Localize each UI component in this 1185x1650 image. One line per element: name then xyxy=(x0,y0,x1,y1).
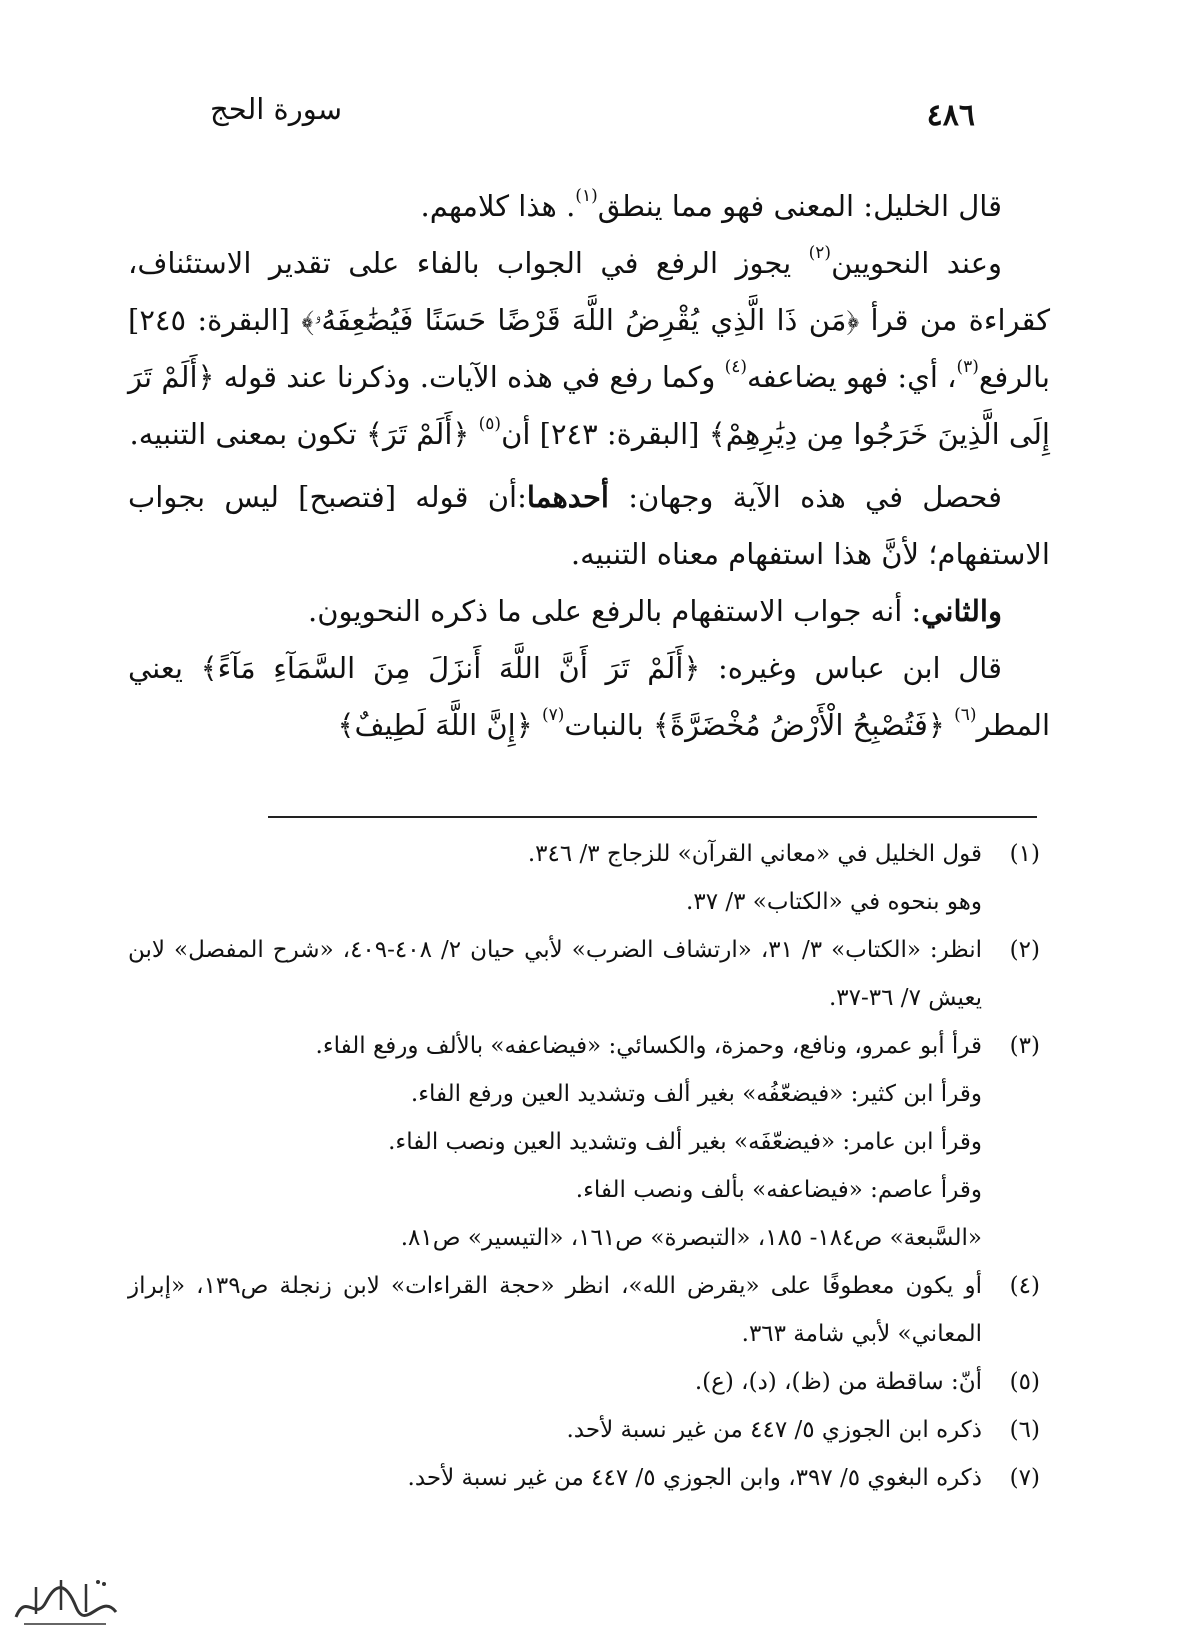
text-span: :أن قوله [فتصبح] ليس بجواب الاستفهام؛ لأنَّ هذا استفهام معناه التنبيه. xyxy=(128,480,1050,571)
quran-verse: ﴿فَتُصْبِحُ الْأَرْضُ مُخْضَرَّةً﴾ xyxy=(652,708,945,742)
text-span xyxy=(945,708,954,742)
footnote-number: (١) xyxy=(1009,841,1040,867)
watermark-logo xyxy=(6,1562,126,1642)
footnotes xyxy=(128,830,1040,1502)
text-span: وعند النحويين xyxy=(831,246,1002,280)
footnote-line: ذكره البغوي ٥/ ٣٩٧، وابن الجوزي ٥/ ٤٤٧ من غير نسبة لأحد. xyxy=(407,1465,982,1491)
footnote-ref: (١) xyxy=(575,186,598,207)
text-span: . هذا كلامهم. xyxy=(420,189,576,223)
footnote-number: (٣) xyxy=(1009,1033,1040,1059)
footnote-line: وهو بنحوه في «الكتاب» ٣/ ٣٧. xyxy=(686,889,982,915)
footnote-ref: (٢) xyxy=(808,243,832,264)
surah-title: سورة الحج xyxy=(210,92,343,126)
footnote-ref: (٦) xyxy=(954,705,977,726)
text-span: ، أي: فهو يضاعفه xyxy=(747,360,957,394)
footnote-line: أو يكون معطوفًا على «يقرض الله»، انظر «حجة القراءات» لابن زنجلة ص١٣٩، «إبراز المعاني» لأبي شامة ٣٦٣. xyxy=(128,1273,982,1347)
quran-verse: ﴿إِنَّ اللَّهَ لَطِيفٌ﴾ xyxy=(337,708,533,742)
paragraph-2 xyxy=(128,235,1050,463)
footnote-ref: (٧) xyxy=(541,705,565,726)
quran-verse: ﴿مَن ذَا الَّذِي يُقْرِضُ اللَّهَ قَرْضًا حَسَنًا فَيُضَٰعِفَهُۥ﴾ xyxy=(301,303,860,337)
quran-verse: ﴿أَلَمْ تَرَ إِلَى الَّذِينَ خَرَجُوا مِن دِيَٰرِهِمْ﴾ xyxy=(128,360,1050,451)
footnote-line: أنّ: ساقطة من (ظ)، (د)، (ع). xyxy=(694,1369,982,1395)
footnote-5 xyxy=(128,1358,1040,1406)
paragraph-3 xyxy=(128,469,1050,583)
footnote-number: (٧) xyxy=(1009,1465,1040,1491)
text-span: قال ابن عباس وغيره: xyxy=(700,651,1003,685)
footnote-line: قرأ أبو عمرو، ونافع، وحمزة، والكسائي: «فيضاعفه» بالألف ورفع الفاء. xyxy=(315,1033,982,1059)
footnote-4 xyxy=(128,1262,1040,1358)
footnote-3 xyxy=(128,1022,1040,1262)
quran-verse: ﴿أَلَمْ تَرَ﴾ xyxy=(365,417,470,451)
text-span: فحصل في هذه الآية وجهان: xyxy=(608,480,1003,514)
footnote-line: انظر: «الكتاب» ٣/ ٣١، «ارتشاف الضرب» لأبي حيان ٢/ ٤٠٨-٤٠٩، «شرح المفصل» لابن يعيش ٧/ ٣٦-٣٧. xyxy=(128,937,983,1011)
footnote-ref: (٣) xyxy=(956,357,979,378)
footnote-number: (٦) xyxy=(1009,1417,1040,1443)
page-number: ٤٨٦ xyxy=(926,98,975,133)
text-span: يجوز الرفع في الجواب بالفاء على تقدير الاستئناف، كقراءة من قرأ xyxy=(128,246,1051,337)
quran-verse: ﴿أَلَمْ تَرَ أَنَّ اللَّهَ أَنزَلَ مِنَ السَّمَآءِ مَآءً﴾ xyxy=(200,651,701,685)
footnote-number: (٥) xyxy=(1009,1369,1040,1395)
footnote-1 xyxy=(128,830,1040,926)
text-span: بالنبات xyxy=(564,708,653,742)
text-span: [البقرة: ٢٤٥] بالرفع xyxy=(128,303,1050,394)
page-header xyxy=(210,88,975,138)
text-span: : أنه جواب الاستفهام بالرفع على ما ذكره النحويون. xyxy=(308,594,922,628)
footnote-line: وقرأ ابن عامر: «فيضعّفَه» بغير ألف وتشديد العين ونصب الفاء. xyxy=(388,1129,982,1155)
text-span xyxy=(469,417,478,451)
text-span: يعني المطر xyxy=(128,651,1050,742)
main-text xyxy=(128,178,1050,754)
footnote-number: (٢) xyxy=(1009,937,1040,963)
footnote-ref: (٤) xyxy=(724,357,748,378)
footnote-line: قول الخليل في «معاني القرآن» للزجاج ٣/ ٣٤٦. xyxy=(527,841,982,867)
footnote-7 xyxy=(128,1454,1040,1502)
text-span: تكون بمعنى التنبيه. xyxy=(129,417,366,451)
bold-term: والثاني xyxy=(921,594,1002,628)
footnote-divider xyxy=(268,816,1037,818)
text-span: وكما رفع في هذه الآيات. وذكرنا عند قوله xyxy=(214,360,725,394)
text-span: قال الخليل: المعنى فهو مما ينطق xyxy=(597,189,1002,223)
footnote-ref: (٥) xyxy=(478,414,502,435)
footnote-number: (٤) xyxy=(1009,1273,1040,1299)
footnote-line: «السَّبعة» ص١٨٤- ١٨٥، «التبصرة» ص١٦١، «التيسير» ص٨١. xyxy=(400,1225,982,1251)
footnote-6 xyxy=(128,1406,1040,1454)
paragraph-1 xyxy=(128,178,1050,235)
footnote-line: وقرأ ابن كثير: «فيضعّفُه» بغير ألف وتشديد العين ورفع الفاء. xyxy=(410,1081,982,1107)
text-span: [البقرة: ٢٤٣] أن xyxy=(501,417,709,451)
paragraph-4 xyxy=(128,583,1050,640)
paragraph-5 xyxy=(128,640,1050,754)
bold-term: أحدهما xyxy=(526,480,609,514)
text-span xyxy=(533,708,542,742)
footnote-line: وقرأ عاصم: «فيضاعفه» بألف ونصب الفاء. xyxy=(575,1177,982,1203)
footnote-line: ذكره ابن الجوزي ٥/ ٤٤٧ من غير نسبة لأحد. xyxy=(566,1417,982,1443)
footnote-2 xyxy=(128,926,1040,1022)
